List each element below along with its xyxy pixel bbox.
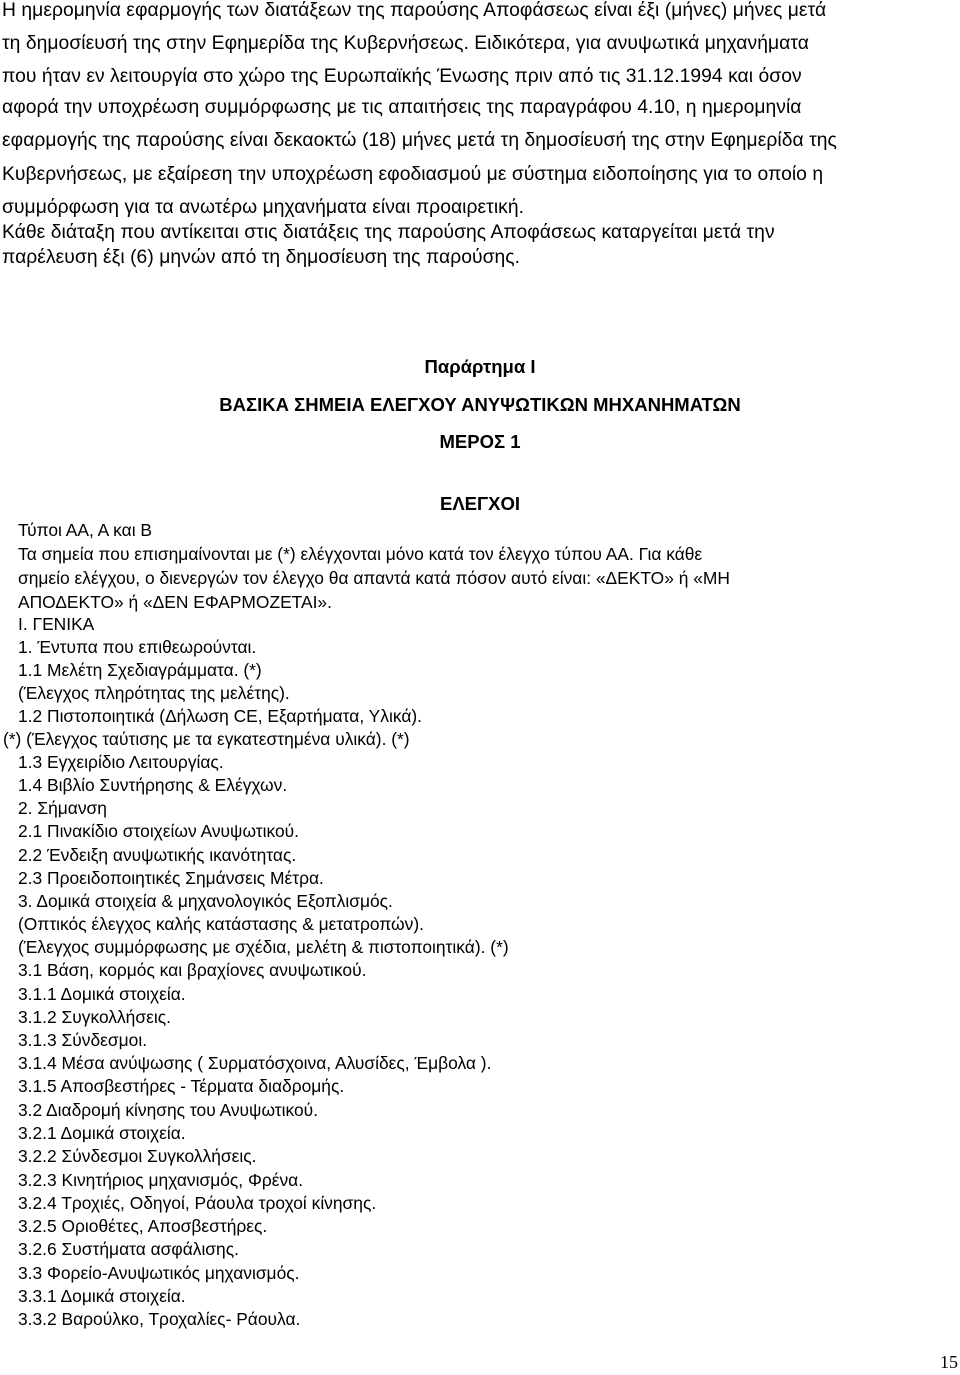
checklist-item: 3.2.4 Τροχιές, Οδηγοί, Ράουλα τροχοί κίνησης. [18,1193,377,1213]
checklist-item: 3.2.3 Κινητήριος μηχανισμός, Φρένα. [18,1170,304,1190]
checklist-item: 3.2 Διαδρομή κίνησης του Ανυψωτικού. [18,1100,319,1120]
checklist-item: 1. Έντυπα που επιθεωρούνται. [18,637,257,657]
checklist-item: 1.2 Πιστοποιητικά (Δήλωση CE, Εξαρτήματα, Υλικά). [18,706,422,726]
section-heading: Ι. ΓΕΝΙΚΑ [18,614,95,634]
types-line: Τύποι ΑΑ, Α και Β [18,520,152,540]
checklist-item: 1.4 Βιβλίο Συντήρησης & Ελέγχων. [18,775,288,795]
checklist-note: (Έλεγχος πληρότητας της μελέτης). [18,683,290,703]
part-heading: ΜΕΡΟΣ 1 [439,431,521,452]
intro-line: Κυβερνήσεως, με εξαίρεση την υποχρέωση εφοδιασμού με σύστημα ειδοποίησης για το οποίο η [2,164,824,185]
intro-line: παρέλευση έξι (6) μηνών από τη δημοσίευση της παρούσης. [2,247,521,268]
checklist-item: 3. Δομικά στοιχεία & μηχανολογικός Εξοπλισμός. [18,891,393,911]
checklist-item: 1.3 Εγχειρίδιο Λειτουργίας. [18,752,224,772]
instruction-line: ΑΠΟΔΕΚΤΟ» ή «ΔΕΝ ΕΦΑΡΜΟΖΕΤΑΙ». [18,592,332,612]
checklist-item: 3.1.1 Δομικά στοιχεία. [18,984,186,1004]
intro-line: τη δημοσίευσή της στην Εφημερίδα της Κυβερνήσεως. Ειδικότερα, για ανυψωτικά μηχανήματα [2,33,809,54]
checklist-note: (*) (Έλεγχος ταύτισης με τα εγκατεστημένα υλικά). (*) [3,729,410,749]
intro-line: αφορά την υποχρέωση συμμόρφωσης με τις απαιτήσεις της παραγράφου 4.10, η ημερομηνία [2,97,802,118]
checklist-item: 3.2.1 Δομικά στοιχεία. [18,1123,186,1143]
checklist-item: 2.3 Προειδοποιητικές Σημάνσεις Μέτρα. [18,868,324,888]
checklist-item: 2. Σήμανση [18,798,107,818]
checks-heading: ΕΛΕΓΧΟΙ [439,493,520,514]
checklist-item: 2.1 Πινακίδιο στοιχείων Ανυψωτικού. [18,821,300,841]
checklist-item: 1.1 Μελέτη Σχεδιαγράμματα. (*) [18,660,262,680]
document-title: ΒΑΣΙΚΑ ΣΗΜΕΙΑ ΕΛΕΓΧΟΥ ΑΝΥΨΩΤΙΚΩΝ ΜΗΧΑΝΗΜΑΤΩΝ [219,394,741,415]
intro-line: Η ημερομηνία εφαρμογής των διατάξεων της παρούσης Αποφάσεως είναι έξι (μήνες) μήνες μετά [2,0,827,21]
checklist-item: 3.1.3 Σύνδεσμοι. [18,1030,148,1050]
checklist-item: 3.2.5 Οριοθέτες, Αποσβεστήρες. [18,1216,268,1236]
instruction-line: Τα σημεία που επισημαίνονται με (*) ελέγχονται μόνο κατά τον έλεγχο τύπου ΑΑ. Για κάθε [18,544,703,564]
instruction-line: σημείο ελέγχου, ο διενεργών τον έλεγχο θα απαντά κατά πόσον αυτό είναι: «ΔΕΚΤΟ» ή «ΜΗ [18,568,730,588]
checklist-note: (Έλεγχος συμμόρφωσης με σχέδια, μελέτη & πιστοποιητικά). (*) [18,937,509,957]
checklist-item: 3.2.2 Σύνδεσμοι Συγκολλήσεις. [18,1146,257,1166]
checklist-item: 3.1 Βάση, κορμός και βραχίονες ανυψωτικού. [18,960,367,980]
checklist-item: 3.1.2 Συγκολλήσεις. [18,1007,171,1027]
intro-line: που ήταν εν λειτουργία στο χώρο της Ευρωπαϊκής Ένωσης πριν από τις 31.12.1994 και όσον [2,66,802,87]
checklist-item: 3.3 Φορείο-Ανυψωτικός μηχανισμός. [18,1263,300,1283]
checklist-item: 3.1.5 Αποσβεστήρες - Τέρματα διαδρομής. [18,1076,345,1096]
intro-line: συμμόρφωση για τα ανωτέρω μηχανήματα είναι προαιρετική. [2,197,525,218]
checklist-item: 3.3.2 Βαρούλκο, Τροχαλίες- Ράουλα. [18,1309,301,1329]
page-number: 15 [940,1352,958,1372]
checklist-item: 3.1.4 Μέσα ανύψωσης ( Συρματόσχοινα, Αλυσίδες, Έμβολα ). [18,1053,492,1073]
annex-heading: Παράρτημα Ι [424,356,536,377]
intro-line: εφαρμογής της παρούσης είναι δεκαοκτώ (18) μήνες μετά τη δημοσίευσή της στην Εφημερίδα της [2,130,837,151]
intro-line: Κάθε διάταξη που αντίκειται στις διατάξεις της παρούσης Αποφάσεως καταργείται μετά την [2,222,775,243]
checklist-item: 3.2.6 Συστήματα ασφάλισης. [18,1239,239,1259]
checklist-item: 3.3.1 Δομικά στοιχεία. [18,1286,186,1306]
checklist-item: 2.2 Ένδειξη ανυψωτικής ικανότητας. [18,845,297,865]
checklist-note: (Οπτικός έλεγχος καλής κατάστασης & μετατροπών). [18,914,424,934]
